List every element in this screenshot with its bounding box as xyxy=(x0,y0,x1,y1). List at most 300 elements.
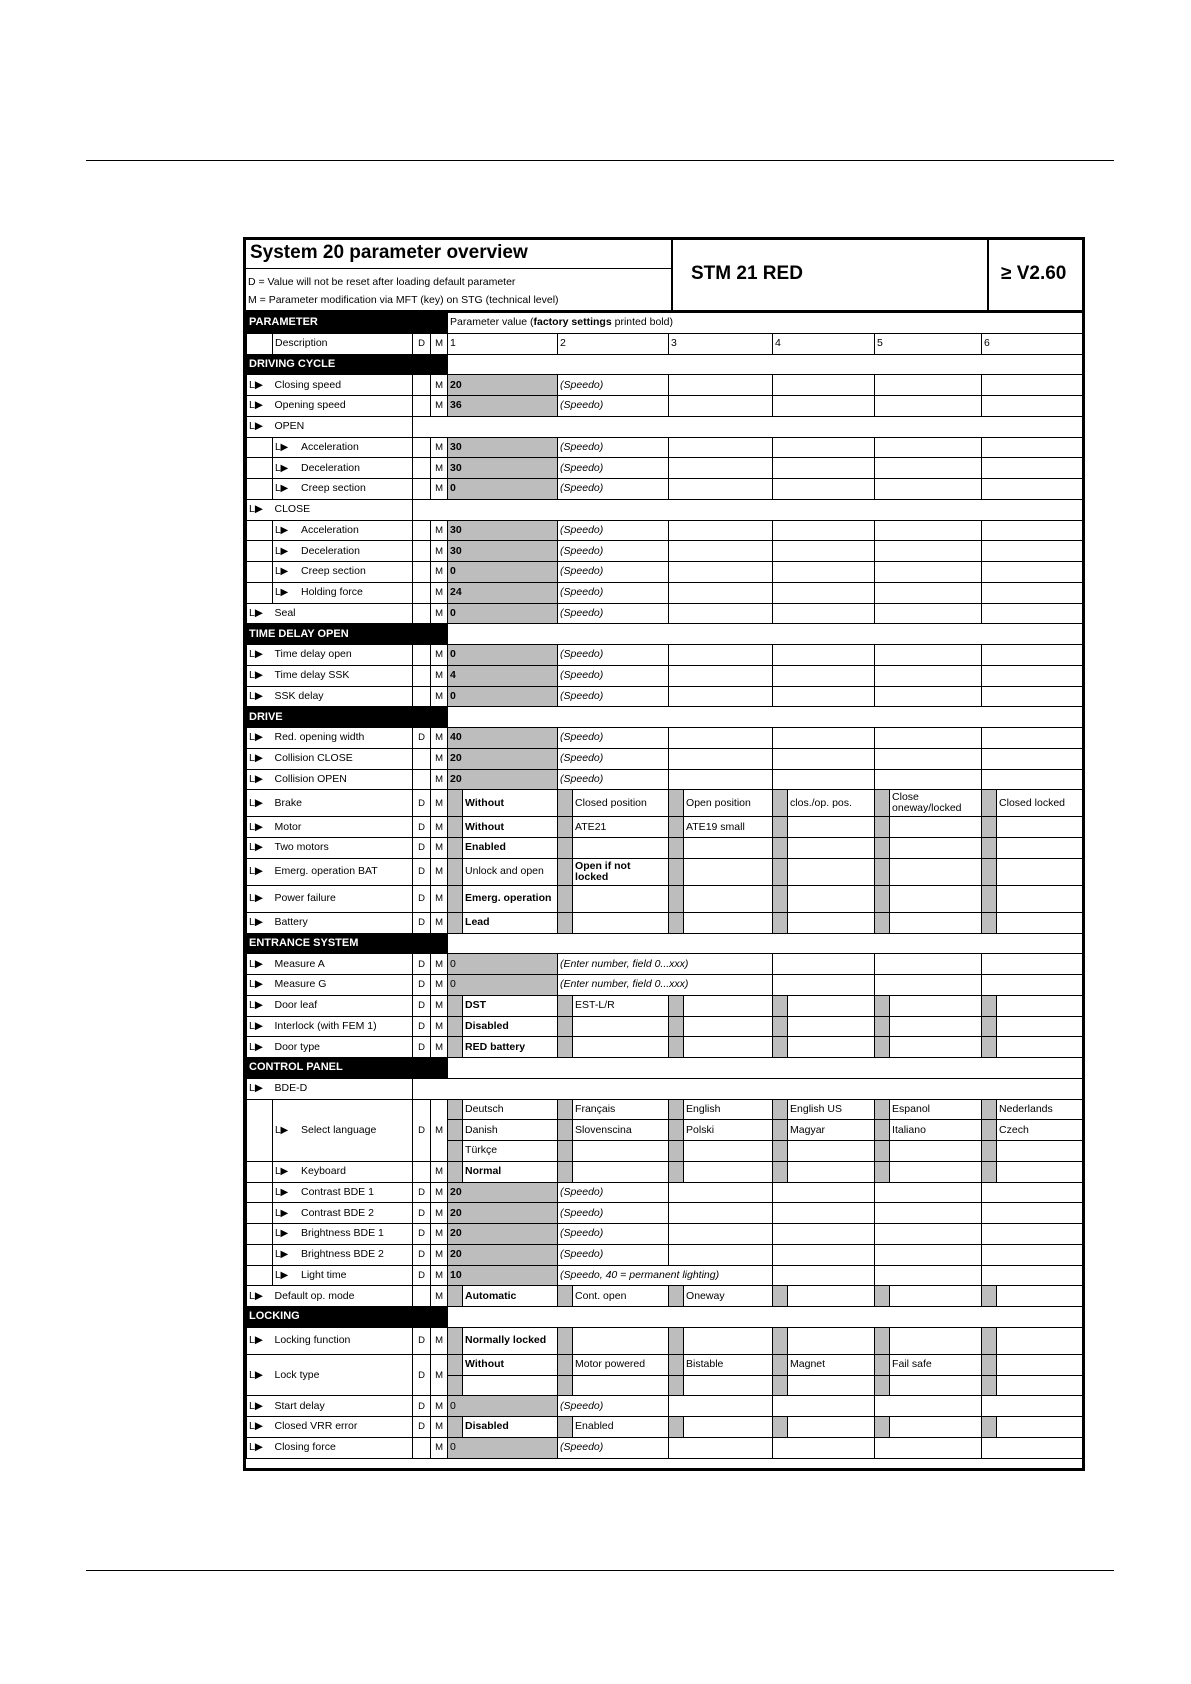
row-label-text: Deceleration xyxy=(301,544,360,557)
blank-cell xyxy=(982,665,1083,686)
blank-cell xyxy=(247,333,273,354)
blank-cell xyxy=(773,748,875,769)
row-label: Measure A xyxy=(273,954,413,975)
option-box xyxy=(669,1327,684,1354)
m-flag: M xyxy=(431,748,448,769)
blank-cell xyxy=(247,1203,273,1224)
row-marker: L▶ xyxy=(247,665,273,686)
row-label: Closing force xyxy=(273,1437,413,1458)
table-row xyxy=(247,1265,1083,1286)
option-label xyxy=(997,817,1083,838)
blank-cell xyxy=(875,520,982,541)
option-label xyxy=(573,912,669,933)
option-box xyxy=(448,1141,463,1162)
blank-cell xyxy=(669,1437,773,1458)
option-box xyxy=(558,1037,573,1058)
blank-cell xyxy=(669,458,773,479)
row-label: Collision CLOSE xyxy=(273,748,413,769)
option-label xyxy=(684,1161,773,1182)
d-cell xyxy=(413,1437,431,1458)
value-note: (Speedo) xyxy=(558,520,669,541)
value-note: (Speedo) xyxy=(558,665,669,686)
bottom-rule xyxy=(86,1570,1114,1571)
blank-cell xyxy=(247,1099,273,1161)
d-flag: D xyxy=(413,995,431,1016)
blank-cell xyxy=(773,645,875,666)
top-rule xyxy=(86,160,1114,161)
table-row xyxy=(247,1037,1083,1058)
d-flag: D xyxy=(413,1354,431,1396)
row-marker: L▶ xyxy=(247,838,273,859)
value-note: (Speedo) xyxy=(558,686,669,707)
m-flag: M xyxy=(431,954,448,975)
option-box xyxy=(558,1286,573,1307)
section-time-delay-open: TIME DELAY OPEN xyxy=(247,624,448,645)
d-cell xyxy=(413,562,431,583)
value-outro: printed bold) xyxy=(611,316,673,329)
d-flag: D xyxy=(413,1396,431,1417)
note-d: D = Value will not be reset after loading default parameter xyxy=(248,276,516,288)
blank-cell xyxy=(875,769,982,790)
table-row xyxy=(247,1286,1083,1307)
option-box xyxy=(875,1327,890,1354)
row-marker: L▶ xyxy=(275,566,289,578)
blank-cell xyxy=(875,1437,982,1458)
option-label: Enabled xyxy=(463,838,558,859)
option-label xyxy=(684,1141,773,1162)
row-label: Locking function xyxy=(273,1327,413,1354)
blank-cell xyxy=(773,1244,875,1265)
value-note: (Speedo) xyxy=(558,748,669,769)
row-marker: L▶ xyxy=(247,885,273,912)
factory-value: 0 xyxy=(448,603,558,624)
col-3: 3 xyxy=(669,333,773,354)
option-label: Automatic xyxy=(463,1286,558,1307)
m-flag: M xyxy=(431,1224,448,1245)
option-box xyxy=(875,838,890,859)
blank-cell xyxy=(247,1244,273,1265)
row-marker: L▶ xyxy=(247,1327,273,1354)
row-marker: L▶ xyxy=(247,375,273,396)
d-cell xyxy=(413,375,431,396)
m-flag: M xyxy=(431,1417,448,1438)
row-marker: L▶ xyxy=(275,524,289,536)
blank-cell xyxy=(982,458,1083,479)
blank-cell xyxy=(247,562,273,583)
option-label xyxy=(997,995,1083,1016)
row-label: Motor xyxy=(273,817,413,838)
row-label: SSK delay xyxy=(273,686,413,707)
value-intro: Parameter value ( xyxy=(450,316,534,329)
row-label: Closed VRR error xyxy=(273,1417,413,1438)
option-label xyxy=(997,1417,1083,1438)
option-box xyxy=(448,838,463,859)
blank-cell xyxy=(773,769,875,790)
table-row xyxy=(247,1224,1083,1245)
blank-cell xyxy=(669,686,773,707)
blank-cell xyxy=(669,1203,773,1224)
option-label: Without xyxy=(463,817,558,838)
option-label xyxy=(573,885,669,912)
option-box xyxy=(669,1286,684,1307)
blank-cell xyxy=(773,975,875,996)
blank-cell xyxy=(982,1182,1083,1203)
row-label-text: Contrast BDE 1 xyxy=(301,1185,374,1198)
option-box xyxy=(982,885,997,912)
row-marker: L▶ xyxy=(275,1166,289,1178)
option-label: Italiano xyxy=(890,1120,982,1141)
m-flag: M xyxy=(431,665,448,686)
option-box xyxy=(875,817,890,838)
option-label xyxy=(573,1141,669,1162)
option-box xyxy=(982,1354,997,1375)
blank-cell xyxy=(982,520,1083,541)
factory-value: 20 xyxy=(448,1182,558,1203)
row-label: Time delay SSK xyxy=(273,665,413,686)
section-row xyxy=(247,1058,1083,1079)
option-box xyxy=(875,1141,890,1162)
blank-cell xyxy=(669,375,773,396)
option-label xyxy=(684,995,773,1016)
row-marker: L▶ xyxy=(247,499,273,520)
blank-cell xyxy=(669,728,773,749)
option-box xyxy=(448,858,463,885)
value-note: (Enter number, field 0...xxx) xyxy=(558,975,773,996)
option-label: Without xyxy=(463,790,558,817)
model-name: STM 21 RED xyxy=(691,263,803,284)
blank-cell xyxy=(875,541,982,562)
row-label: Door leaf xyxy=(273,995,413,1016)
factory-value: 0 xyxy=(448,686,558,707)
row-marker: L▶ xyxy=(275,1207,289,1219)
option-label: English xyxy=(684,1099,773,1120)
table-row xyxy=(247,748,1083,769)
d-flag: D xyxy=(413,1224,431,1245)
factory-value: 20 xyxy=(448,1224,558,1245)
d-cell xyxy=(413,541,431,562)
option-box xyxy=(773,790,788,817)
option-box xyxy=(982,838,997,859)
table-row xyxy=(247,665,1083,686)
table-row xyxy=(247,313,1083,334)
value-note: (Speedo) xyxy=(558,375,669,396)
blank-cell xyxy=(875,375,982,396)
header-model xyxy=(673,240,989,310)
m-flag: M xyxy=(431,520,448,541)
blank-cell xyxy=(669,665,773,686)
option-box xyxy=(448,1099,463,1120)
blank-cell xyxy=(982,954,1083,975)
value-note: (Speedo) xyxy=(558,396,669,417)
value-note: (Speedo) xyxy=(558,1437,669,1458)
table-row xyxy=(247,396,1083,417)
blank-cell xyxy=(982,1244,1083,1265)
row-marker: L▶ xyxy=(247,748,273,769)
blank-cell xyxy=(669,769,773,790)
option-box xyxy=(448,1375,463,1396)
value-note: (Speedo) xyxy=(558,458,669,479)
d-cell xyxy=(413,437,431,458)
row-marker: L▶ xyxy=(247,416,273,437)
option-box xyxy=(773,1099,788,1120)
option-box xyxy=(448,1354,463,1375)
option-box xyxy=(773,858,788,885)
option-box xyxy=(773,1141,788,1162)
row-marker: L▶ xyxy=(247,954,273,975)
option-label: EST-L/R xyxy=(573,995,669,1016)
note-m: M = Parameter modification via MFT (key) on STG (technical level) xyxy=(248,294,559,306)
option-label xyxy=(890,885,982,912)
option-label xyxy=(788,1286,875,1307)
header-left xyxy=(246,240,673,310)
option-label xyxy=(997,912,1083,933)
m-flag: M xyxy=(431,1161,448,1182)
blank-cell xyxy=(773,437,875,458)
blank-cell xyxy=(669,562,773,583)
blank-cell xyxy=(448,624,1083,645)
blank-cell xyxy=(669,520,773,541)
m-flag: M xyxy=(431,479,448,500)
factory-value: 0 xyxy=(448,1396,558,1417)
m-flag: M xyxy=(431,769,448,790)
table-row xyxy=(247,458,1083,479)
blank-cell xyxy=(669,396,773,417)
option-box xyxy=(669,1141,684,1162)
option-box xyxy=(982,1375,997,1396)
d-cell xyxy=(413,1286,431,1307)
value-note: (Speedo) xyxy=(558,1396,669,1417)
option-box xyxy=(558,790,573,817)
option-label xyxy=(890,838,982,859)
m-flag: M xyxy=(431,1396,448,1417)
option-box xyxy=(982,1417,997,1438)
blank-cell xyxy=(982,437,1083,458)
value-bold: factory settings xyxy=(533,316,612,329)
option-box xyxy=(669,838,684,859)
blank-cell xyxy=(669,603,773,624)
d-flag: D xyxy=(413,838,431,859)
factory-value: 20 xyxy=(448,375,558,396)
option-label xyxy=(573,838,669,859)
row-label xyxy=(273,541,413,562)
m-flag: M xyxy=(431,1099,448,1161)
m-flag: M xyxy=(431,1354,448,1396)
option-box xyxy=(773,885,788,912)
blank-cell xyxy=(669,1396,773,1417)
row-label xyxy=(273,1182,413,1203)
option-label xyxy=(684,838,773,859)
option-label xyxy=(573,1016,669,1037)
row-marker: L▶ xyxy=(247,645,273,666)
option-label xyxy=(788,1141,875,1162)
option-box xyxy=(448,995,463,1016)
value-note: (Speedo) xyxy=(558,479,669,500)
option-label xyxy=(890,1037,982,1058)
option-label xyxy=(788,1037,875,1058)
table-row xyxy=(247,838,1083,859)
option-label: Bistable xyxy=(684,1354,773,1375)
blank-cell xyxy=(773,582,875,603)
table-row xyxy=(247,1016,1083,1037)
m-flag: M xyxy=(431,1265,448,1286)
blank-cell xyxy=(669,541,773,562)
row-marker: L▶ xyxy=(247,975,273,996)
row-marker: L▶ xyxy=(247,396,273,417)
option-box xyxy=(982,1099,997,1120)
option-box xyxy=(558,1099,573,1120)
blank-cell xyxy=(875,748,982,769)
blank-cell xyxy=(247,541,273,562)
blank-cell xyxy=(982,479,1083,500)
blank-cell xyxy=(773,1265,875,1286)
m-flag: M xyxy=(431,838,448,859)
row-label: Two motors xyxy=(273,838,413,859)
option-box xyxy=(448,885,463,912)
option-label: Unlock and open xyxy=(463,858,558,885)
row-marker: L▶ xyxy=(247,858,273,885)
row-label: Start delay xyxy=(273,1396,413,1417)
col-d: D xyxy=(413,333,431,354)
row-marker: L▶ xyxy=(247,1396,273,1417)
option-label: Normal xyxy=(463,1161,558,1182)
value-note: (Speedo) xyxy=(558,582,669,603)
value-note: (Speedo) xyxy=(558,645,669,666)
factory-value: 40 xyxy=(448,728,558,749)
option-box xyxy=(773,1417,788,1438)
blank-cell xyxy=(669,645,773,666)
blank-cell xyxy=(413,416,1083,437)
row-marker: L▶ xyxy=(275,1228,289,1240)
option-box xyxy=(669,1375,684,1396)
row-label: Time delay open xyxy=(273,645,413,666)
blank-cell xyxy=(982,396,1083,417)
option-box xyxy=(558,912,573,933)
row-marker: L▶ xyxy=(247,1016,273,1037)
blank-cell xyxy=(875,1265,982,1286)
option-box xyxy=(982,1327,997,1354)
d-flag: D xyxy=(413,1016,431,1037)
option-label: Magyar xyxy=(788,1120,875,1141)
option-box xyxy=(875,1286,890,1307)
option-label xyxy=(788,1375,875,1396)
blank-cell xyxy=(773,479,875,500)
option-label: Motor powered xyxy=(573,1354,669,1375)
option-label xyxy=(788,858,875,885)
option-label: DST xyxy=(463,995,558,1016)
header-version xyxy=(989,240,1082,310)
option-label xyxy=(684,1375,773,1396)
row-label xyxy=(273,479,413,500)
factory-value: 0 xyxy=(448,645,558,666)
option-label xyxy=(463,1375,558,1396)
table-row xyxy=(247,645,1083,666)
value-note: (Speedo) xyxy=(558,1203,669,1224)
blank-cell xyxy=(982,1437,1083,1458)
col-6: 6 xyxy=(982,333,1083,354)
d-cell xyxy=(413,748,431,769)
option-label xyxy=(573,1037,669,1058)
blank-cell xyxy=(982,645,1083,666)
option-label xyxy=(788,1327,875,1354)
value-note: (Speedo) xyxy=(558,1244,669,1265)
blank-cell xyxy=(448,707,1083,728)
blank-cell xyxy=(982,686,1083,707)
value-note: (Speedo) xyxy=(558,603,669,624)
option-label xyxy=(890,1417,982,1438)
blank-cell xyxy=(982,603,1083,624)
option-label xyxy=(788,885,875,912)
option-box xyxy=(773,1286,788,1307)
option-box xyxy=(773,1327,788,1354)
option-box xyxy=(448,1016,463,1037)
factory-value: 10 xyxy=(448,1265,558,1286)
blank-cell xyxy=(773,458,875,479)
m-flag: M xyxy=(431,603,448,624)
blank-cell xyxy=(982,582,1083,603)
option-label xyxy=(890,817,982,838)
blank-cell xyxy=(669,1224,773,1245)
blank-cell xyxy=(773,375,875,396)
blank-cell xyxy=(875,458,982,479)
factory-value: 30 xyxy=(448,520,558,541)
blank-cell xyxy=(773,1182,875,1203)
option-box xyxy=(982,995,997,1016)
m-flag: M xyxy=(431,912,448,933)
m-flag: M xyxy=(431,437,448,458)
row-label-text: Creep section xyxy=(301,482,366,495)
option-box xyxy=(558,817,573,838)
m-flag: M xyxy=(431,375,448,396)
option-box xyxy=(875,858,890,885)
factory-value: 4 xyxy=(448,665,558,686)
d-flag: D xyxy=(413,1099,431,1161)
option-box xyxy=(558,995,573,1016)
group-label: OPEN xyxy=(273,416,413,437)
section-parameter: PARAMETER xyxy=(247,313,448,334)
option-box xyxy=(773,1161,788,1182)
m-flag: M xyxy=(431,1244,448,1265)
blank-cell xyxy=(773,541,875,562)
group-label: CLOSE xyxy=(273,499,413,520)
blank-cell xyxy=(875,686,982,707)
d-flag: D xyxy=(413,1265,431,1286)
blank-cell xyxy=(773,1396,875,1417)
option-box xyxy=(875,1099,890,1120)
d-cell xyxy=(413,665,431,686)
blank-cell xyxy=(875,645,982,666)
value-note: (Speedo) xyxy=(558,1224,669,1245)
row-label-text: Contrast BDE 2 xyxy=(301,1206,374,1219)
row-marker: L▶ xyxy=(247,1354,273,1396)
option-label xyxy=(890,1375,982,1396)
d-flag: D xyxy=(413,912,431,933)
row-label-text: Creep section xyxy=(301,565,366,578)
factory-value: 0 xyxy=(448,479,558,500)
row-label: Seal xyxy=(273,603,413,624)
option-box xyxy=(669,1099,684,1120)
option-label: ATE21 xyxy=(573,817,669,838)
m-flag: M xyxy=(431,790,448,817)
row-label: Default op. mode xyxy=(273,1286,413,1307)
blank-cell xyxy=(982,375,1083,396)
blank-cell xyxy=(875,728,982,749)
row-label-text: Holding force xyxy=(301,586,363,599)
row-marker: L▶ xyxy=(247,1078,273,1099)
option-box xyxy=(448,1120,463,1141)
option-box xyxy=(669,1417,684,1438)
table-row xyxy=(247,1354,1083,1375)
row-label xyxy=(273,1099,413,1161)
